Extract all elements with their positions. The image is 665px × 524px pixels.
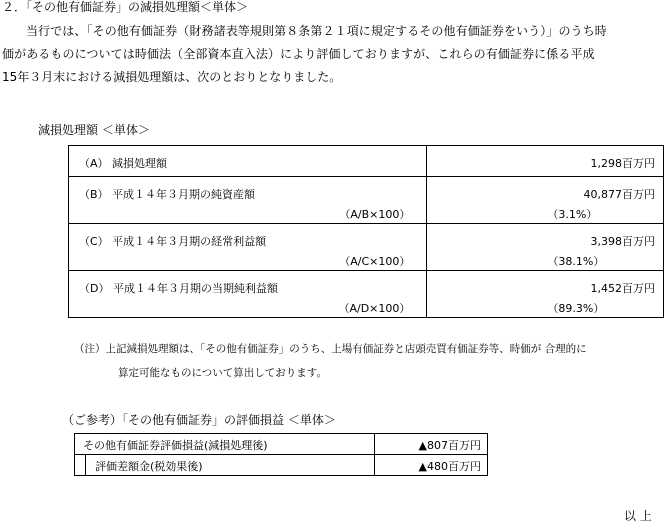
ratio-label: （A/B×100） — [339, 208, 411, 221]
closing-mark: 以 上 — [624, 509, 652, 523]
ratio-label: （A/D×100） — [338, 302, 411, 315]
intro-line-1: 当行では、「その他有価証券（財務諸表等規則第８条第２１項に規定するその他有価証券をいう）」のうち時 — [26, 24, 607, 38]
row-label: （D） 平成１４年３月期の当期純利益額 — [79, 282, 278, 295]
table-row — [69, 146, 664, 177]
intro-line-3: 15年３月末における減損処理額は、次のとおりとなりました。 — [2, 70, 342, 84]
table-row — [75, 455, 488, 476]
table-row — [69, 224, 664, 271]
row-label: （B） 平成１４年３月期の純資産額 — [79, 188, 256, 201]
note-line-1: （注）上記減損処理額は、「その他有価証券」のうち、上場有価証券と店頭売買有価証券等、時価が 合理的に — [74, 343, 587, 355]
table-row — [75, 434, 488, 455]
row-value: 1,452百万円 — [590, 282, 655, 295]
row-label: （C） 平成１４年３月期の経常利益額 — [79, 235, 267, 248]
reference-label: その他有価証券評価損益(減損処理後) — [83, 439, 268, 452]
table-row — [69, 177, 664, 224]
indent-divider — [85, 455, 86, 475]
reference-value: ▲807百万円 — [418, 439, 481, 452]
row-value: 3,398百万円 — [590, 235, 655, 248]
reference-title: （ご参考）「その他有価証券」の評価損益 ＜単体＞ — [62, 413, 336, 427]
impairment-table — [68, 145, 664, 318]
reference-value: ▲480百万円 — [418, 460, 481, 473]
row-value: 40,877百万円 — [583, 188, 655, 201]
section-heading: ２．「その他有価証券」の減損処理額＜単体＞ — [2, 0, 249, 14]
ratio-value: （3.1%） — [547, 208, 598, 221]
row-label: （A） 減損処理額 — [79, 157, 168, 170]
ratio-value: （38.1%） — [547, 255, 605, 268]
table-row — [69, 271, 664, 318]
row-value: 1,298百万円 — [590, 157, 655, 170]
note-line-2: 算定可能なものについて算出しております。 — [118, 367, 327, 379]
ratio-value: （89.3%） — [547, 302, 605, 315]
reference-label: 評価差額金(税効果後) — [95, 460, 203, 473]
intro-line-2: 価があるものについては時価法（全部資本直入法）により評価しておりますが、これらの有価証券に係る平成 — [2, 47, 595, 61]
ratio-label: （A/C×100） — [339, 255, 411, 268]
reference-table — [74, 433, 488, 476]
table-title: 減損処理額 ＜単体＞ — [38, 123, 150, 137]
